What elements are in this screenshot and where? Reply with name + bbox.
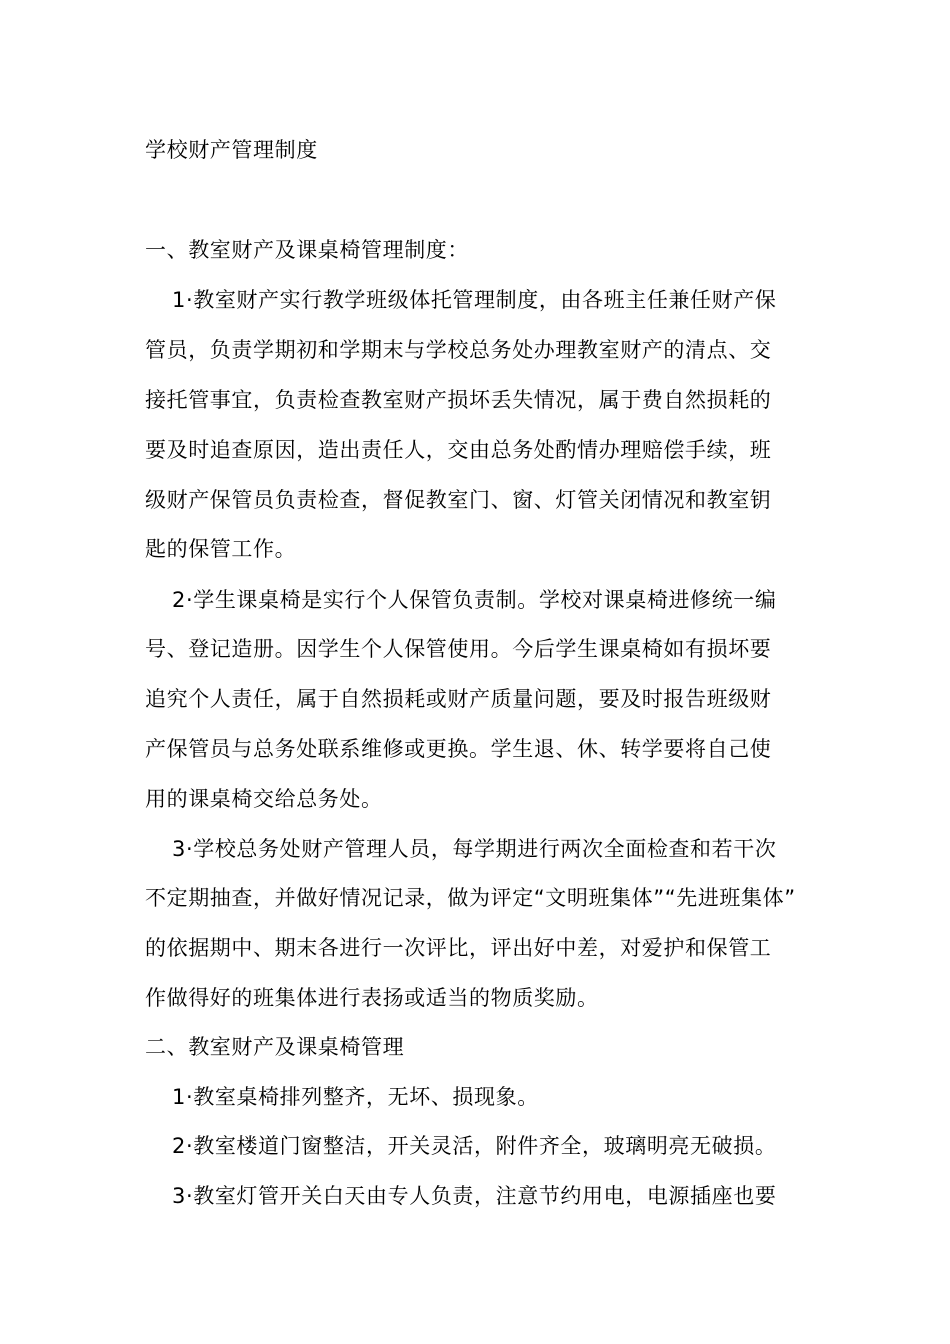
paragraph-line: 管员，负责学期初和学期末与学校总务处办理教室财产的清点、交 (145, 338, 772, 362)
section-1-heading: 一、教室财产及课桌椅管理制度： (145, 238, 469, 262)
section-2-item-1: 1·教室桌椅排列整齐，无坏、损现象。 (172, 1085, 539, 1109)
paragraph-line: 用的课桌椅交给总务处。 (145, 787, 383, 811)
paragraph-line: 要及时追查原因，造出责任人，交由总务处酌情办理赔偿手续，班 (145, 438, 772, 462)
paragraph-line: 级财产保管员负责检查，督促教室门、窗、灯管关闭情况和教室钥 (145, 488, 772, 512)
section-2-item-3: 3·教室灯管开关白天由专人负责，注意节约用电，电源插座也要 (172, 1184, 777, 1208)
paragraph-line: 产保管员与总务处联系维修或更换。学生退、休、转学要将自己使 (145, 737, 772, 761)
paragraph-line: 追究个人责任，属于自然损耗或财产质量问题，要及时报告班级财 (145, 687, 772, 711)
paragraph-line: 的依据期中、期末各进行一次评比，评出好中差，对爱护和保管工 (145, 936, 772, 960)
paragraph-line: 作做得好的班集体进行表扬或适当的物质奖励。 (145, 986, 599, 1010)
paragraph-line: 2·学生课桌椅是实行个人保管负责制。学校对课桌椅进修统一编 (172, 588, 777, 612)
paragraph-line: 1·教室财产实行教学班级体托管理制度，由各班主任兼任财产保 (172, 288, 777, 312)
paragraph-line: 3·学校总务处财产管理人员，每学期进行两次全面检查和若干次 (172, 837, 777, 861)
paragraph-line: 不定期抽查，并做好情况记录，做为评定“文明班集体”“先进班集体” (145, 886, 796, 910)
section-2-item-2: 2·教室楼道门窗整洁，开关灵活，附件齐全，玻璃明亮无破损。 (172, 1134, 777, 1158)
document-title: 学校财产管理制度 (145, 138, 318, 162)
paragraph-line: 匙的保管工作。 (145, 537, 297, 561)
paragraph-line: 号、登记造册。因学生个人保管使用。今后学生课桌椅如有损坏要 (145, 637, 772, 661)
paragraph-line: 接托管事宜，负责检查教室财产损坏丢失情况，属于费自然损耗的 (145, 388, 772, 412)
section-2-heading: 二、教室财产及课桌椅管理 (145, 1035, 405, 1059)
